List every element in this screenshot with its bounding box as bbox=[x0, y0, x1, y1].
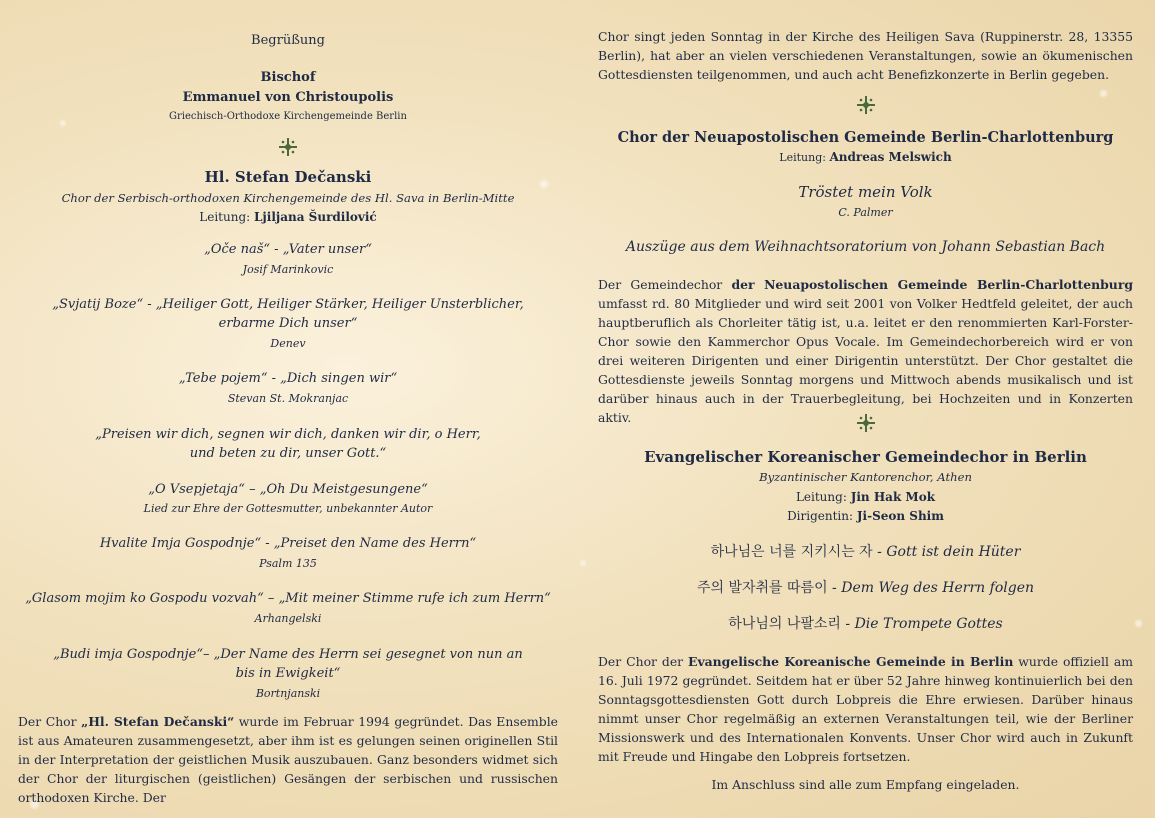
paragraph-bold: „Hl. Stefan Dečanski“ bbox=[81, 714, 235, 729]
paragraph-text: wurde im Februar 1994 gegründet. Das Ensemble ist aus Amateuren zusammengesetzt, aber ihm ist es gelungen seinen originellen Stil in der Interpretation der geistlichen Musik auszubauen. Ganz besonders widmet sich der Chor der liturgischen (geistlichen) Gesängen der serbischen und russischen orthodoxen Kirche. Der bbox=[18, 714, 558, 805]
closing-note: Im Anschluss sind alle zum Empfang eingeladen. bbox=[711, 777, 1020, 792]
song-composer: Lied zur Ehre der Gottesmutter, unbekannter Autor bbox=[143, 502, 433, 515]
paragraph-text: Der Gemeindechor bbox=[598, 277, 732, 292]
bishop-org: Griechisch-Orthodoxe Kirchengemeinde Berlin bbox=[169, 111, 407, 122]
bokeh-light bbox=[1135, 620, 1142, 627]
paragraph-bold: der Neuapostolischen Gemeinde Berlin-Charlottenburg bbox=[731, 277, 1134, 292]
cross-ornament-icon bbox=[18, 137, 558, 157]
choir2-paragraph bbox=[598, 275, 1133, 427]
song-title-cont: erbarme Dich unser“ bbox=[218, 316, 358, 331]
choir1-name: Hl. Stefan Dečanski bbox=[204, 168, 372, 186]
song-title: „Budi imja Gospodnje“– „Der Name des Herrn sei gesegnet von nun an bbox=[53, 647, 523, 662]
german-title: - Gott ist dein Hüter bbox=[872, 544, 1021, 560]
paragraph-bold: Evangelische Koreanische Gemeinde in Berlin bbox=[688, 654, 1014, 669]
leader-label: Leitung: bbox=[779, 151, 830, 164]
choir3-name: Evangelischer Koreanischer Gemeindechor in Berlin bbox=[644, 448, 1087, 466]
song-composer: Bortnjanski bbox=[255, 687, 321, 700]
bishop-title: Bischof bbox=[260, 70, 316, 85]
german-title: - Dem Weg des Herrn folgen bbox=[827, 580, 1034, 596]
song-title: „Preisen wir dich, segnen wir dich, danken wir dir, o Herr, bbox=[95, 427, 481, 442]
bokeh-light bbox=[580, 560, 586, 566]
korean-title: 주의 발자취를 따름이 bbox=[696, 580, 828, 596]
paragraph-text: wurde offiziell am 16. Juli 1972 gegründet. Seitdem hat er über 52 Jahre hinweg kontinuierlich bei den Sonntagsgottesdiensten Gott durch Lobpreis die Ehre erwiesen. Darüber hinaus nimmt unser Chor regelmäßig an externen Veranstaltungen teil, wie der Berliner Missionswerk und des Internationalen Konvents. Unser Chor wird auch in Zukunft mit Freude und Hingabe den Lobpreis fortsetzen. bbox=[598, 654, 1133, 764]
choir1-paragraph bbox=[18, 712, 558, 807]
leader-label: Leitung: bbox=[795, 490, 851, 504]
paragraph-text: umfasst rd. 80 Mitglieder und wird seit 2001 von Volker Hedtfeld geleitet, der auch hauptberuflich als Chorleiter tätig ist, u.a. leitet er den renommierten Karl-Forster-Chor sowie den Kammerchor Opus Vocale. Im Gemeindechorbereich wird er von drei weiteren Dirigenten und einer Dirigentin unterstützt. Der Chor gestaltet die Gottesdienste jeweils Sonntag morgens und Mittwoch abends musikalisch und ist darüber hinaus auch in der Trauerbegleitung, bei Hochzeiten und in Konzerten aktiv. bbox=[598, 296, 1133, 425]
song-title: „Glasom mojim ko Gospodu vozvah“ – „Mit meiner Stimme rufe ich zum Herrn“ bbox=[25, 591, 551, 606]
song-title: „Oče naš“ - „Vater unser“ bbox=[204, 242, 372, 257]
korean-song bbox=[598, 615, 1133, 634]
korean-song bbox=[598, 579, 1133, 598]
choir3-conductor bbox=[598, 507, 1133, 526]
choir1-description: Chor der Serbisch-orthodoxen Kirchengemeinde des Hl. Sava in Berlin-Mitte bbox=[61, 191, 515, 205]
choir2-leader bbox=[598, 148, 1133, 167]
paragraph-text: Der Chor bbox=[18, 714, 82, 729]
song-composer: Arhangelski bbox=[254, 612, 322, 625]
choir1-leader bbox=[18, 208, 558, 227]
choir3-subtitle: Byzantinischer Kantorenchor, Athen bbox=[759, 470, 972, 484]
choir3-paragraph bbox=[598, 652, 1133, 766]
korean-title: 하나님의 나팔소리 bbox=[728, 616, 841, 632]
greeting-heading: Begrüßung bbox=[251, 33, 325, 48]
choir3-leader bbox=[598, 488, 1133, 507]
cross-ornament-icon bbox=[598, 95, 1133, 115]
song-composer: C. Palmer bbox=[838, 206, 893, 219]
song-title-cont: und beten zu dir, unser Gott.“ bbox=[189, 446, 387, 461]
song-title: „Svjatij Boze“ - „Heiliger Gott, Heiliger Stärker, Heiliger Unsterblicher, bbox=[52, 297, 524, 312]
song-composer: Psalm 135 bbox=[259, 557, 317, 570]
continued-paragraph: Chor singt jeden Sonntag in der Kirche des Heiligen Sava (Ruppinerstr. 28, 13355 Berlin), hat aber an vielen verschiedenen Veranstaltungen, sowie an ökumenischen Gottesdiensten teilgenommen, und auch acht Benefizkonzerte in Berlin gegeben. bbox=[598, 29, 1133, 82]
bishop-name: Emmanuel von Christoupolis bbox=[182, 90, 394, 105]
song-title-cont: bis in Ewigkeit“ bbox=[235, 666, 341, 681]
song-title: „Tebe pojem“ - „Dich singen wir“ bbox=[178, 371, 398, 386]
song-composer: Josif Marinkovic bbox=[242, 263, 334, 276]
song-title: Auszüge aus dem Weihnachtsoratorium von Johann Sebastian Bach bbox=[625, 239, 1106, 255]
choir2-name: Chor der Neuapostolischen Gemeinde Berlin-Charlottenburg bbox=[617, 129, 1114, 146]
korean-song bbox=[598, 543, 1133, 562]
song-composer: Denev bbox=[270, 337, 306, 350]
cross-ornament-icon bbox=[598, 413, 1133, 433]
leader-name: Ljiljana Šurdilović bbox=[253, 210, 377, 224]
leader-name: Andreas Melswich bbox=[829, 150, 952, 164]
song-title: Tröstet mein Volk bbox=[798, 183, 933, 201]
song-title: „O Vsepjetaja“ – „Oh Du Meistgesungene“ bbox=[148, 482, 428, 497]
conductor-label: Dirigentin: bbox=[787, 509, 857, 523]
conductor-name: Ji-Seon Shim bbox=[856, 509, 944, 523]
song-title: Hvalite Imja Gospodnje“ - „Preiset den Name des Herrn“ bbox=[99, 536, 477, 551]
leader-name: Jin Hak Mok bbox=[850, 490, 936, 504]
song-composer: Stevan St. Mokranjac bbox=[227, 392, 349, 405]
leader-label: Leitung: bbox=[199, 210, 254, 224]
german-title: - Die Trompete Gottes bbox=[840, 616, 1003, 632]
korean-title: 하나님은 너를 지키시는 자 bbox=[710, 544, 873, 560]
paragraph-text: Der Chor der bbox=[598, 654, 688, 669]
